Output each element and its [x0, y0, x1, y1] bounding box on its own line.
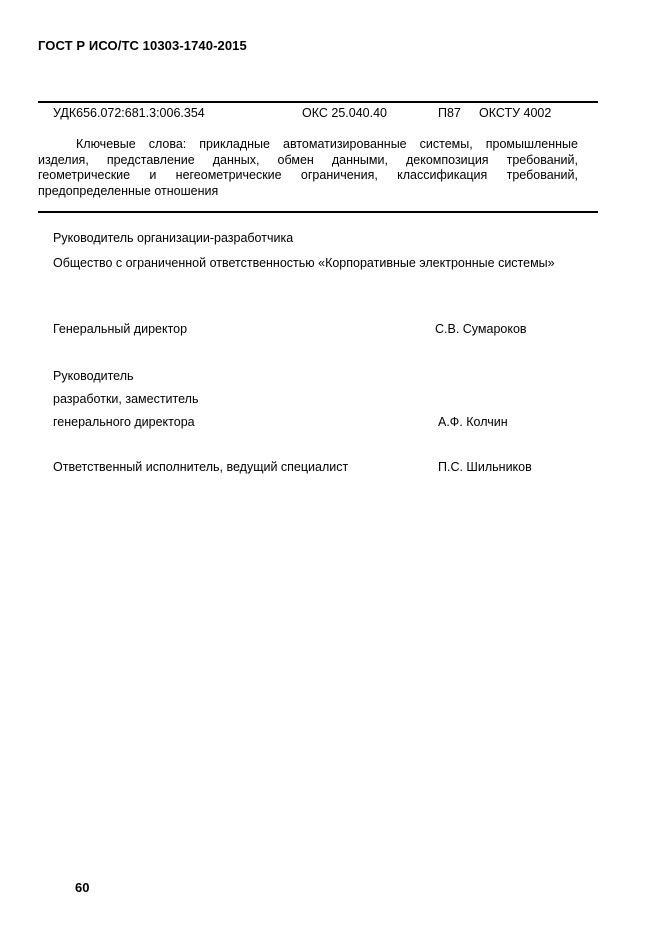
bottom-divider	[38, 211, 598, 213]
okstu-code: ОКСТУ 4002	[479, 106, 552, 120]
keywords-text: Ключевые слова: прикладные автоматизированные системы, промышленные изделия, представление данных, обмен данными, декомпозиция требований, геометрические и негеометрические ограничения, классификация требований, предопределенные отношения	[38, 137, 578, 198]
developer-heading: Руководитель организации-разработчика	[53, 231, 294, 245]
top-divider	[38, 101, 598, 103]
developer-organization: Общество с ограниченной ответственностью «Корпоративные электронные системы»	[53, 256, 555, 270]
signatory-2-name: А.Ф. Колчин	[438, 415, 508, 429]
signatory-3-name: П.С. Шильников	[438, 460, 532, 474]
oks-code: ОКС 25.040.40	[302, 106, 387, 120]
signatory-2-title-line-2: разработки, заместитель	[53, 392, 199, 406]
udk-code: УДК656.072:681.3:006.354	[53, 106, 205, 120]
signatory-2-title-line-3: генерального директора	[53, 415, 195, 429]
document-code: ГОСТ Р ИСО/ТС 10303-1740-2015	[38, 38, 247, 53]
signatory-2-title-line-1: Руководитель	[53, 369, 134, 383]
signatory-1-name: С.В. Сумароков	[435, 322, 527, 336]
keywords-paragraph	[38, 137, 578, 199]
signatory-1-title: Генеральный директор	[53, 322, 188, 336]
signatory-3-title: Ответственный исполнитель, ведущий специалист	[53, 460, 349, 474]
page-number: 60	[75, 880, 90, 895]
p-code: П87	[438, 106, 461, 120]
